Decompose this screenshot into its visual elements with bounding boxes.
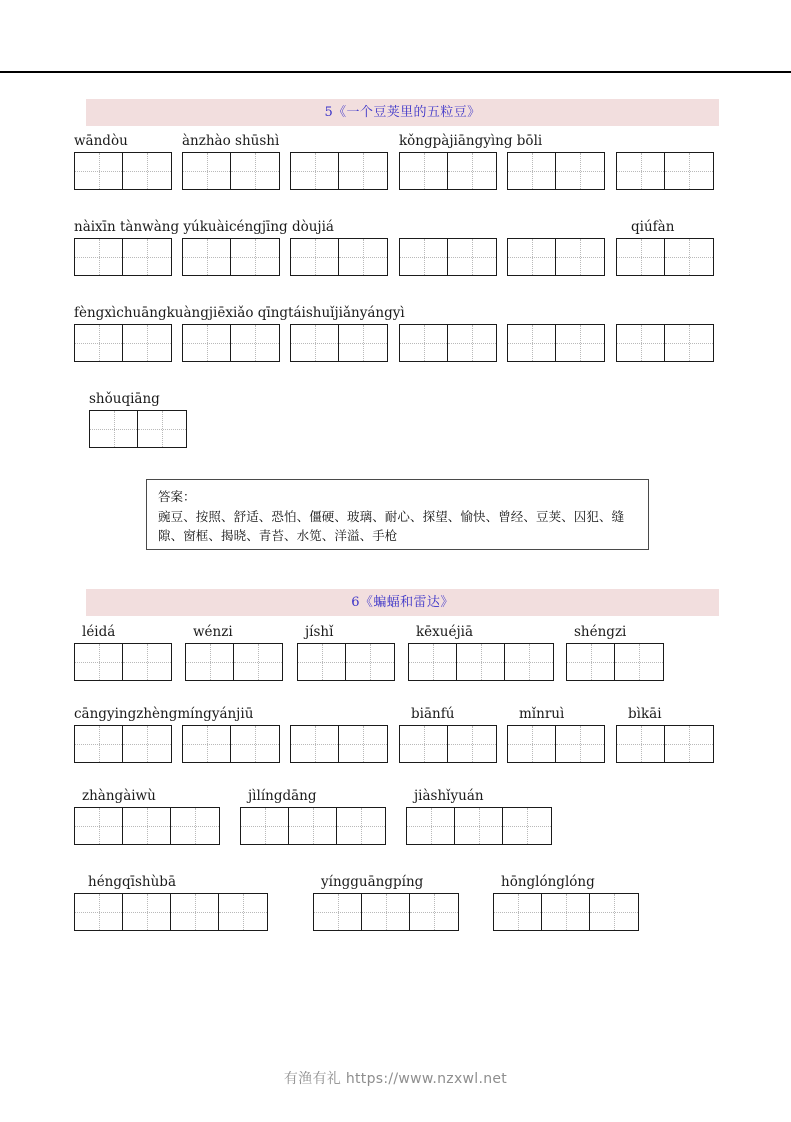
writing-cell[interactable]	[123, 808, 171, 844]
writing-cell[interactable]	[219, 894, 267, 930]
word-group	[89, 391, 187, 448]
writing-cell[interactable]	[337, 808, 385, 844]
word-group	[74, 133, 172, 190]
writing-cell[interactable]	[617, 153, 665, 189]
writing-cell[interactable]	[289, 808, 337, 844]
pinyin-label: jiàshǐyuán	[414, 788, 484, 804]
writing-grid[interactable]	[507, 152, 605, 190]
writing-cell[interactable]	[457, 644, 505, 680]
writing-grid[interactable]	[507, 324, 605, 362]
writing-cell[interactable]	[291, 239, 339, 275]
word-group	[507, 219, 605, 276]
writing-cell[interactable]	[455, 808, 503, 844]
writing-grid[interactable]	[616, 152, 714, 190]
writing-cell[interactable]	[231, 726, 279, 762]
writing-cell[interactable]	[75, 894, 123, 930]
word-group	[399, 706, 497, 763]
section-header-6: 6《蝙蝠和雷达》	[86, 589, 719, 616]
writing-cell[interactable]	[75, 644, 123, 680]
writing-grid[interactable]	[507, 725, 605, 763]
writing-cell[interactable]	[75, 808, 123, 844]
writing-cell[interactable]	[171, 808, 219, 844]
page-top-rule	[0, 71, 791, 73]
writing-cell[interactable]	[448, 726, 496, 762]
writing-cell[interactable]	[448, 153, 496, 189]
writing-cell[interactable]	[339, 726, 387, 762]
writing-cell[interactable]	[590, 894, 638, 930]
writing-cell[interactable]	[314, 894, 362, 930]
writing-cell[interactable]	[231, 239, 279, 275]
pinyin-label: jìlíngdāng	[248, 788, 317, 804]
writing-cell[interactable]	[556, 239, 604, 275]
writing-grid[interactable]	[74, 807, 220, 845]
word-group	[616, 219, 714, 276]
writing-grid[interactable]	[399, 238, 497, 276]
pinyin-label: hōnglónglóng	[501, 874, 595, 890]
writing-grid[interactable]	[616, 725, 714, 763]
section-header-5: 5《一个豆荚里的五粒豆》	[86, 99, 719, 126]
writing-cell[interactable]	[362, 894, 410, 930]
word-group	[290, 706, 388, 763]
writing-cell[interactable]	[542, 894, 590, 930]
writing-cell[interactable]	[75, 153, 123, 189]
answer-text: 豌豆、按照、舒适、恐怕、僵硬、玻璃、耐心、探望、愉快、曾经、豆荚、囚犯、缝隙、窗框、揭晓、青苔、水笕、洋溢、手枪	[158, 509, 625, 543]
writing-grid[interactable]	[182, 238, 280, 276]
word-group	[74, 874, 268, 931]
writing-cell[interactable]	[231, 325, 279, 361]
writing-cell[interactable]	[183, 726, 231, 762]
writing-cell[interactable]	[75, 325, 123, 361]
word-group	[493, 874, 639, 931]
word-group	[399, 219, 497, 276]
word-group	[290, 219, 388, 276]
pinyin-label: cāngyingzhèngmíngyánjiū	[74, 706, 254, 722]
writing-cell[interactable]	[505, 644, 553, 680]
word-group	[399, 305, 497, 362]
word-row	[0, 219, 791, 277]
writing-cell[interactable]	[123, 325, 171, 361]
writing-cell[interactable]	[503, 808, 551, 844]
writing-cell[interactable]	[508, 239, 556, 275]
pinyin-label: jíshǐ	[305, 624, 334, 640]
writing-cell[interactable]	[400, 726, 448, 762]
writing-grid[interactable]	[74, 725, 172, 763]
word-row	[0, 391, 791, 449]
writing-cell[interactable]	[339, 239, 387, 275]
word-row	[0, 624, 791, 682]
writing-cell[interactable]	[508, 726, 556, 762]
writing-cell[interactable]	[448, 239, 496, 275]
pinyin-label: nàixīn tànwàng yúkuàicéngjīng dòujiá	[74, 219, 334, 235]
writing-cell[interactable]	[665, 239, 713, 275]
writing-cell[interactable]	[138, 411, 186, 447]
writing-cell[interactable]	[75, 239, 123, 275]
writing-grid[interactable]	[399, 324, 497, 362]
writing-cell[interactable]	[339, 325, 387, 361]
word-row	[0, 133, 791, 191]
writing-cell[interactable]	[123, 726, 171, 762]
writing-grid[interactable]	[313, 893, 459, 931]
writing-grid[interactable]	[616, 238, 714, 276]
pinyin-label: bìkāi	[628, 706, 662, 722]
writing-grid[interactable]	[182, 324, 280, 362]
pinyin-label: mǐnruì	[519, 706, 565, 722]
writing-cell[interactable]	[494, 894, 542, 930]
writing-grid[interactable]	[493, 893, 639, 931]
writing-grid[interactable]	[507, 238, 605, 276]
word-group	[182, 305, 280, 362]
word-group	[406, 788, 552, 845]
pinyin-label: yíngguāngpíng	[321, 874, 424, 890]
writing-grid[interactable]	[399, 152, 497, 190]
word-group	[185, 624, 283, 681]
writing-grid[interactable]	[74, 643, 172, 681]
writing-cell[interactable]	[291, 153, 339, 189]
word-group	[182, 219, 280, 276]
pinyin-label: kēxuéjiā	[416, 624, 474, 640]
writing-cell[interactable]	[556, 726, 604, 762]
writing-cell[interactable]	[171, 894, 219, 930]
word-group	[507, 706, 605, 763]
writing-cell[interactable]	[556, 325, 604, 361]
writing-cell[interactable]	[123, 153, 171, 189]
writing-cell[interactable]	[183, 325, 231, 361]
writing-cell[interactable]	[241, 808, 289, 844]
pinyin-label: héngqīshùbā	[88, 874, 176, 890]
pinyin-label: wénzi	[193, 624, 233, 640]
answer-label: 答案：	[158, 489, 196, 504]
word-group	[182, 706, 280, 763]
writing-cell[interactable]	[409, 644, 457, 680]
writing-grid[interactable]	[290, 152, 388, 190]
word-group	[74, 788, 220, 845]
writing-cell[interactable]	[298, 644, 346, 680]
writing-grid[interactable]	[182, 152, 280, 190]
writing-grid[interactable]	[240, 807, 386, 845]
pinyin-label: léidá	[82, 624, 116, 640]
word-group	[408, 624, 554, 681]
writing-cell[interactable]	[183, 153, 231, 189]
writing-cell[interactable]	[123, 239, 171, 275]
writing-cell[interactable]	[234, 644, 282, 680]
writing-grid[interactable]	[406, 807, 552, 845]
writing-grid[interactable]	[74, 324, 172, 362]
writing-cell[interactable]	[410, 894, 458, 930]
word-group	[240, 788, 386, 845]
writing-cell[interactable]	[448, 325, 496, 361]
writing-grid[interactable]	[89, 410, 187, 448]
word-row	[0, 706, 791, 764]
word-group	[616, 133, 714, 190]
pinyin-label: fèngxìchuāngkuàngjiēxiǎo qīngtáishuǐjiǎnyángyì	[74, 305, 405, 321]
writing-cell[interactable]	[291, 325, 339, 361]
word-row	[0, 788, 791, 846]
word-group	[297, 624, 395, 681]
writing-cell[interactable]	[567, 644, 615, 680]
writing-grid[interactable]	[290, 238, 388, 276]
writing-grid[interactable]	[74, 238, 172, 276]
writing-cell[interactable]	[90, 411, 138, 447]
pinyin-label: wāndòu	[74, 133, 128, 149]
writing-cell[interactable]	[665, 325, 713, 361]
writing-cell[interactable]	[400, 239, 448, 275]
word-group	[74, 624, 172, 681]
word-group	[182, 133, 280, 190]
writing-cell[interactable]	[556, 153, 604, 189]
pinyin-label: biānfú	[411, 706, 455, 722]
footer-watermark: 有渔有礼 https://www.nzxwl.net	[283, 1071, 508, 1087]
writing-cell[interactable]	[615, 644, 663, 680]
answer-box	[146, 479, 649, 550]
word-group	[507, 305, 605, 362]
writing-cell[interactable]	[231, 153, 279, 189]
word-group	[616, 305, 714, 362]
writing-grid[interactable]	[74, 152, 172, 190]
writing-grid[interactable]	[566, 643, 664, 681]
word-group	[616, 706, 714, 763]
writing-cell[interactable]	[665, 153, 713, 189]
word-group	[290, 305, 388, 362]
writing-cell[interactable]	[123, 644, 171, 680]
writing-cell[interactable]	[508, 153, 556, 189]
writing-grid[interactable]	[290, 725, 388, 763]
writing-cell[interactable]	[617, 726, 665, 762]
writing-cell[interactable]	[75, 726, 123, 762]
writing-cell[interactable]	[400, 153, 448, 189]
writing-grid[interactable]	[182, 725, 280, 763]
writing-cell[interactable]	[346, 644, 394, 680]
word-group	[507, 133, 605, 190]
pinyin-label: shéngzi	[574, 624, 627, 640]
pinyin-label: kǒngpàjiāngyìng bōli	[399, 133, 543, 149]
writing-cell[interactable]	[407, 808, 455, 844]
writing-cell[interactable]	[617, 239, 665, 275]
word-group	[313, 874, 459, 931]
writing-cell[interactable]	[400, 325, 448, 361]
writing-grid[interactable]	[297, 643, 395, 681]
word-group	[290, 133, 388, 190]
writing-grid[interactable]	[408, 643, 554, 681]
word-row	[0, 874, 791, 932]
writing-cell[interactable]	[123, 894, 171, 930]
writing-grid[interactable]	[399, 725, 497, 763]
writing-cell[interactable]	[508, 325, 556, 361]
writing-cell[interactable]	[339, 153, 387, 189]
pinyin-label: qiúfàn	[631, 219, 675, 235]
writing-cell[interactable]	[291, 726, 339, 762]
writing-cell[interactable]	[183, 239, 231, 275]
word-row	[0, 305, 791, 363]
pinyin-label: shǒuqiāng	[89, 391, 160, 407]
word-group	[566, 624, 664, 681]
writing-cell[interactable]	[617, 325, 665, 361]
pinyin-label: zhàngàiwù	[82, 788, 156, 804]
writing-grid[interactable]	[74, 893, 268, 931]
writing-grid[interactable]	[616, 324, 714, 362]
writing-grid[interactable]	[290, 324, 388, 362]
writing-cell[interactable]	[186, 644, 234, 680]
writing-cell[interactable]	[665, 726, 713, 762]
writing-grid[interactable]	[185, 643, 283, 681]
pinyin-label: ànzhào shūshì	[182, 133, 280, 149]
